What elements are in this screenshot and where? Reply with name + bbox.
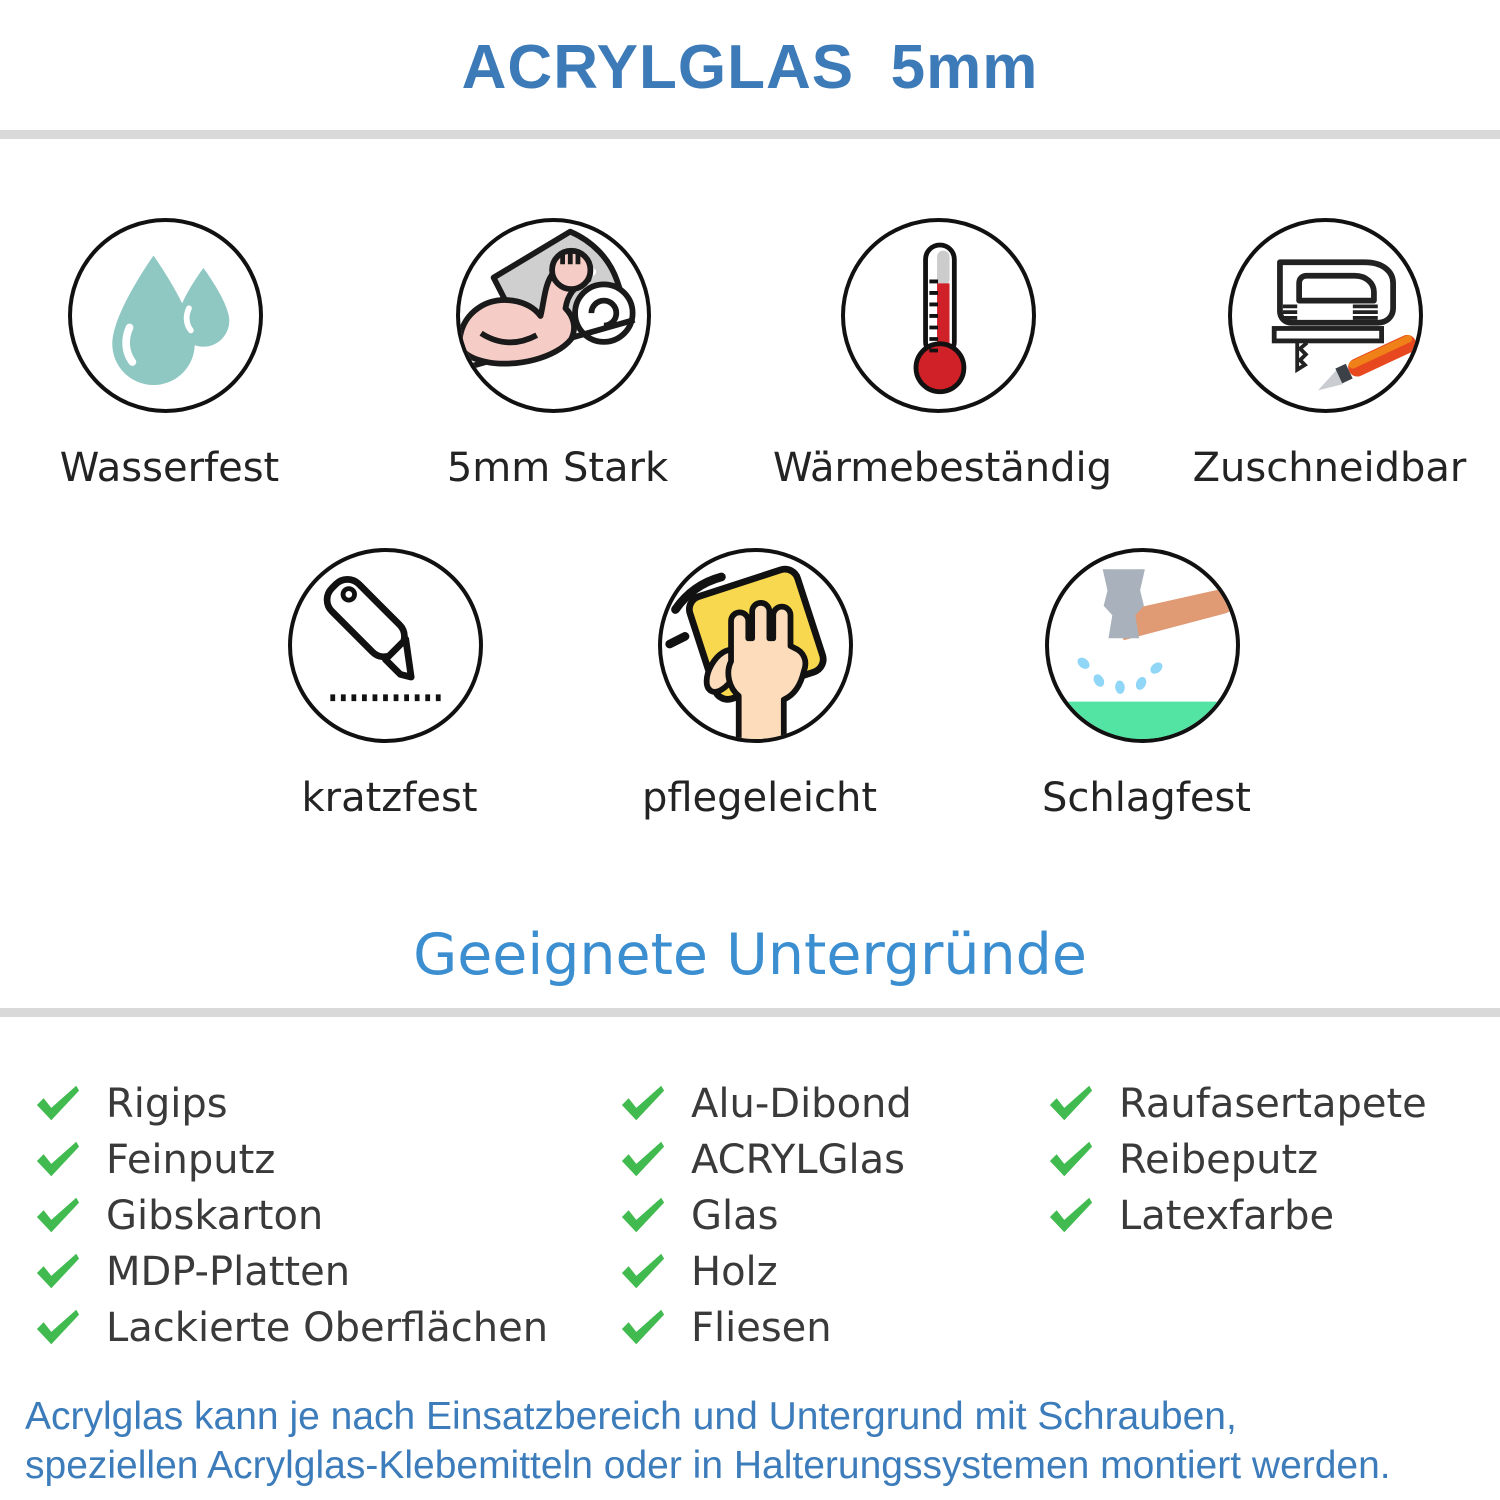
substrates-column-3 <box>1048 1076 1427 1244</box>
list-item-label: Latexfarbe <box>1119 1193 1335 1239</box>
list-item <box>1048 1132 1427 1188</box>
water-drops-icon <box>68 218 263 413</box>
list-item <box>620 1076 912 1132</box>
feature-label: Wasserfest <box>59 445 280 491</box>
list-item <box>1048 1076 1427 1132</box>
checkmark-icon <box>620 1196 666 1236</box>
feature-wasserfest <box>59 218 280 491</box>
list-item-label: Fliesen <box>691 1305 832 1351</box>
utility-knife-icon <box>288 548 483 743</box>
checkmark-icon <box>35 1084 81 1124</box>
jigsaw-icon <box>1228 218 1423 413</box>
list-item <box>620 1188 912 1244</box>
feature-5mm-stark <box>446 218 669 491</box>
list-item <box>620 1132 912 1188</box>
cleaning-hand-icon <box>658 548 853 743</box>
feature-pflegeleicht <box>641 548 878 821</box>
checkmark-icon <box>35 1252 81 1292</box>
feature-label: Wärmebeständig <box>772 445 1113 491</box>
list-item <box>1048 1188 1427 1244</box>
list-item-label: Glas <box>691 1193 779 1239</box>
list-item-label: Reibeputz <box>1119 1137 1319 1183</box>
list-item-label: Raufasertapete <box>1119 1081 1427 1127</box>
checkmark-icon <box>1048 1196 1094 1236</box>
list-item <box>35 1300 548 1356</box>
list-item-label: Feinputz <box>106 1137 276 1183</box>
thermometer-icon <box>841 218 1036 413</box>
feature-label: Zuschneidbar <box>1192 445 1467 491</box>
list-item <box>35 1244 548 1300</box>
feature-label: Schlagfest <box>1042 775 1251 821</box>
footer-note <box>25 1392 1391 1490</box>
list-item-label: MDP-Platten <box>106 1249 351 1295</box>
divider-middle <box>0 1008 1500 1017</box>
footer-line-2: speziellen Acrylglas-Klebemitteln oder in Halterungssystemen montiert werden. <box>25 1444 1391 1488</box>
hammer-icon <box>1045 548 1240 743</box>
list-item <box>35 1188 548 1244</box>
section-heading: Geeignete Untergründe <box>413 922 1087 988</box>
checkmark-icon <box>35 1196 81 1236</box>
checkmark-icon <box>35 1140 81 1180</box>
list-item-label: ACRYLGlas <box>691 1137 906 1183</box>
checkmark-icon <box>1048 1084 1094 1124</box>
list-item <box>35 1076 548 1132</box>
feature-waermebestaendig <box>772 218 1113 491</box>
checkmark-icon <box>35 1308 81 1348</box>
checkmark-icon <box>620 1252 666 1292</box>
muscle-arm-icon <box>456 218 651 413</box>
list-item <box>620 1300 912 1356</box>
checkmark-icon <box>1048 1140 1094 1180</box>
list-item-label: Lackierte Oberflächen <box>106 1305 549 1351</box>
footer-line-1: Acrylglas kann je nach Einsatzbereich und Untergrund mit Schrauben, <box>25 1395 1237 1438</box>
list-item <box>620 1244 912 1300</box>
divider-top <box>0 130 1500 139</box>
checkmark-icon <box>620 1084 666 1124</box>
feature-label: 5mm Stark <box>446 445 669 491</box>
list-item-label: Holz <box>691 1249 778 1295</box>
list-item <box>35 1132 548 1188</box>
feature-kratzfest <box>288 548 491 821</box>
checkmark-icon <box>620 1308 666 1348</box>
substrates-column-2 <box>620 1076 912 1356</box>
list-item-label: Alu-Dibond <box>691 1081 912 1127</box>
page-title: ACRYLGLAS 5mm <box>461 33 1039 102</box>
feature-zuschneidbar <box>1192 218 1467 491</box>
feature-schlagfest <box>1042 548 1251 821</box>
substrates-column-1 <box>35 1076 548 1356</box>
list-item-label: Gibskarton <box>106 1193 324 1239</box>
feature-label: kratzfest <box>301 775 478 821</box>
list-item-label: Rigips <box>106 1081 228 1127</box>
checkmark-icon <box>620 1140 666 1180</box>
feature-label: pflegeleicht <box>641 775 878 821</box>
